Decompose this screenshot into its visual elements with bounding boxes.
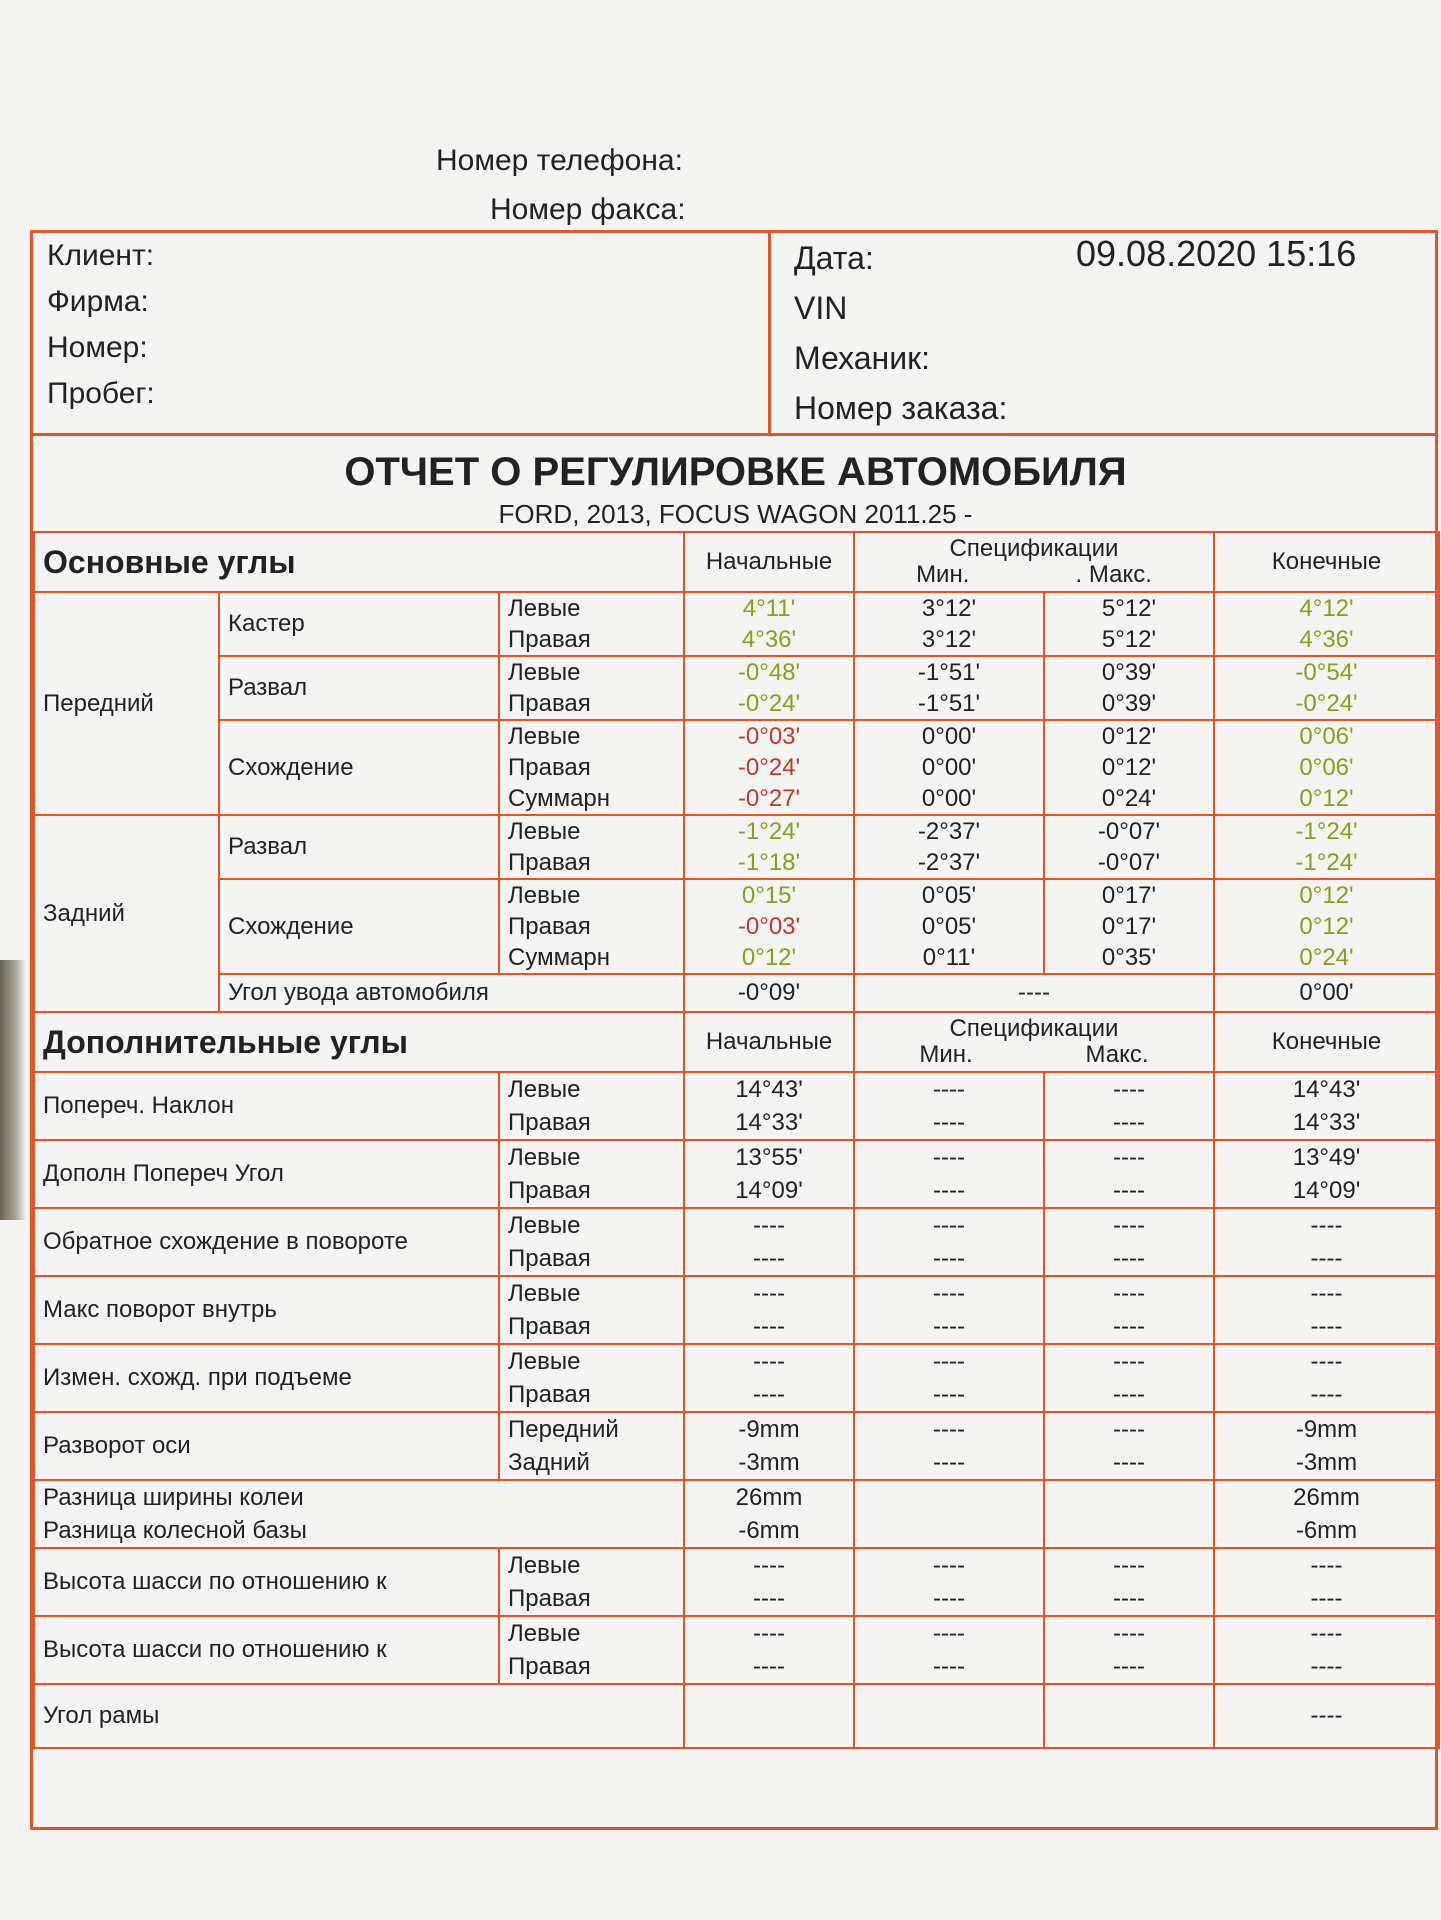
initial-header: Начальные	[684, 532, 854, 592]
thrust-init: -0°09'	[684, 974, 854, 1012]
order-label: Номер заказа:	[794, 390, 1008, 426]
rear-label: Задний	[34, 815, 219, 1012]
included-angle-row: Дополн Попереч Угол Левые Правая 13°55' 14°09' ---- ---- ---- ---- 13°49' 14°09'	[34, 1140, 1439, 1208]
mechanic-label: Механик:	[794, 340, 930, 376]
ride-height-row-1: Высота шасси по отношению к Левые Правая ---- ---- ---- ---- ---- ---- ---- ----	[34, 1548, 1439, 1616]
phone-label: Номер телефона:	[436, 144, 683, 177]
report-frame	[30, 230, 1438, 1830]
front-toe-label: Схождение	[219, 720, 499, 815]
front-camber-row: Развал Левые Правая -0°48' -0°24' -1°51' -1°51' 0°39' 0°39' -0°54' -0°24'	[34, 656, 1439, 720]
order-block	[774, 233, 1438, 433]
extra-angles-title: Дополнительные углы	[34, 1012, 684, 1072]
final-header: Конечные	[1214, 532, 1439, 592]
company-label: Фирма:	[47, 285, 149, 318]
number-label: Номер:	[47, 331, 148, 364]
thrust-final: 0°00'	[1214, 974, 1439, 1012]
setback-row: Разворот оси Передний Задний -9mm -3mm ---- ---- ---- ---- -9mm -3mm	[34, 1412, 1439, 1480]
mileage-label: Пробег:	[47, 377, 155, 410]
client-block	[33, 233, 771, 433]
track-diff-row: Разница ширины колеи Разница колесной базы 26mm -6mm 26mm -6mm	[34, 1480, 1439, 1548]
front-camber-label: Развал	[219, 656, 499, 720]
report-title-block	[33, 433, 1438, 531]
rear-camber-row: Задний Развал Левые Правая -1°24' -1°18' -2°37' -2°37' -0°07' -0°07' -1°24' -1°24'	[34, 815, 1439, 879]
main-header-row	[34, 532, 1439, 592]
max-turn-row: Макс поворот внутрь Левые Правая ---- ---- ---- ---- ---- ---- ---- ----	[34, 1276, 1439, 1344]
caster-label: Кастер	[219, 592, 499, 656]
front-caster-row: Передний Кастер Левые Правая 4°11' 4°36' 3°12' 3°12' 5°12' 5°12' 4°12' 4°36'	[34, 592, 1439, 656]
frame-angle-row: Угол рамы ----	[34, 1684, 1439, 1748]
finger-shadow	[0, 960, 26, 1220]
fax-label: Номер факса:	[490, 193, 686, 226]
specs-header: Спецификации Мин. . Макс.	[854, 532, 1214, 592]
date-label: Дата:	[794, 240, 874, 276]
date-value: 09.08.2020 15:16	[1076, 233, 1357, 274]
report-title: ОТЧЕТ О РЕГУЛИРОВКЕ АВТОМОБИЛЯ	[344, 450, 1127, 494]
vehicle-info: FORD, 2013, FOCUS WAGON 2011.25 -	[498, 499, 973, 529]
sai-row: Попереч. Наклон Левые Правая 14°43' 14°33' ---- ---- ---- ---- 14°43' 14°33'	[34, 1072, 1439, 1140]
rear-toe-row: Схождение Левые Правая Суммарн 0°15' -0°03' 0°12' 0°05' 0°05' 0°11' 0°17' 0°17' 0°35' 0°12' 0°12' 0°24'	[34, 879, 1439, 974]
bump-steer-row: Измен. схожд. при подъеме Левые Правая ---- ---- ---- ---- ---- ---- ---- ----	[34, 1344, 1439, 1412]
front-label: Передний	[34, 592, 219, 815]
main-angles-title: Основные углы	[34, 532, 684, 592]
alignment-table	[33, 531, 1440, 1749]
rear-toe-label: Схождение	[219, 879, 499, 974]
ride-height-row-2: Высота шасси по отношению к Левые Правая ---- ---- ---- ---- ---- ---- ---- ----	[34, 1616, 1439, 1684]
rear-camber-label: Развал	[219, 815, 499, 879]
thrust-angle-row	[34, 974, 1439, 1012]
extra-header-row: Дополнительные углы Начальные Спецификации Мин. Макс. Конечные	[34, 1012, 1439, 1072]
client-label: Клиент:	[47, 239, 155, 272]
toe-on-turn-row: Обратное схождение в повороте Левые Правая ---- ---- ---- ---- ---- ---- ---- ----	[34, 1208, 1439, 1276]
thrust-angle-label: Угол увода автомобиля	[219, 974, 684, 1012]
thrust-spec: ----	[854, 974, 1214, 1012]
vin-label: VIN	[794, 290, 848, 326]
front-toe-row: Схождение Левые Правая Суммарн -0°03' -0°24' -0°27' 0°00' 0°00' 0°00' 0°12' 0°12' 0°24' 0°06' 0°06' 0°12'	[34, 720, 1439, 815]
